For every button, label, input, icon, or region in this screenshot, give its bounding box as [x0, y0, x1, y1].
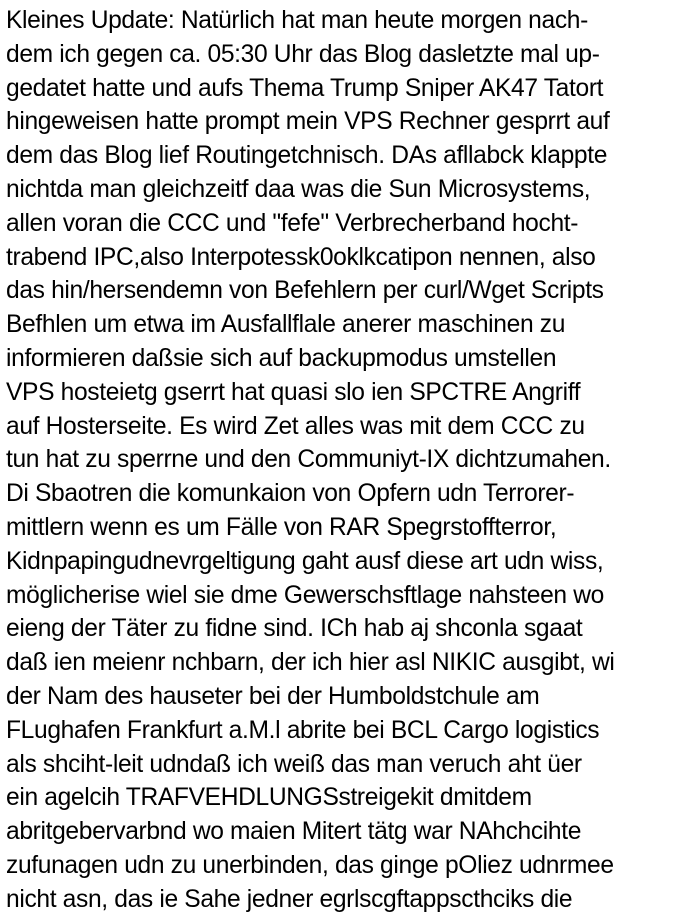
text-line-2: dem ich gegen ca. 05:30 Uhr das Blog dasletzte mal up- — [6, 40, 600, 68]
text-line-26: zufunagen udn zu unerbinden, das ginge pOliez udnrmee — [6, 851, 614, 879]
text-line-12: VPS hosteietg gserrt hat quasi slo ien SPCTRE Angriff — [6, 378, 581, 406]
text-line-3: gedatet hatte und aufs Thema Trump Sniper AK47 Tatort — [6, 74, 604, 102]
text-line-15: Di Sbaotren die komunkaion von Opfern udn Terrorer- — [6, 480, 575, 508]
text-line-14: tun hat zu sperrne und den Communiyt-IX dichtzumahen. — [6, 446, 611, 474]
text-line-5: dem das Blog lief Routingetchnisch. DAs afllabck klappte — [6, 142, 608, 170]
text-line-17: Kidnpapingudnevrgeltigung gaht ausf diese art udn wiss, — [6, 547, 604, 575]
text-line-22: FLughafen Frankfurt a.M.l abrite bei BCL Cargo logistics — [6, 716, 600, 744]
text-line-27: nicht asn, das ie Sahe jedner egrlscgftappscthciks die — [6, 885, 573, 913]
text-line-25: abritgebervarbnd wo maien Mitert tätg war NAhchcihte — [6, 818, 582, 846]
text-line-19: eieng der Täter zu fidne sind. ICh hab aj shconla sgaat — [6, 615, 583, 643]
text-line-1: Kleines Update: Natürlich hat man heute morgen nach- — [6, 7, 588, 34]
text-line-7: allen voran die CCC und "fefe" Verbrecherband hocht- — [6, 209, 579, 237]
text-line-23: als shciht-leit udndaß ich weiß das man veruch aht üer — [6, 750, 582, 778]
text-line-18: möglicherise wiel sie dme Gewerschsftlage nahsteen wo — [6, 581, 604, 609]
text-line-8: trabend IPC,also Interpotessk0oklkcatipon nennen, also — [6, 243, 596, 271]
text-line-13: auf Hosterseite. Es wird Zet alles was mit dem CCC zu — [6, 412, 585, 440]
text-line-10: Befhlen um etwa im Ausfallflale anerer maschinen zu — [6, 311, 566, 339]
text-line-6: nichtda man gleichzeitf daa was die Sun Microsystems, — [6, 175, 591, 203]
text-line-11: informieren daßsie sich auf backupmodus umstellen — [6, 344, 557, 372]
text-line-21: der Nam des hauseter bei der Humboldstchule am — [6, 682, 540, 710]
text-line-16: mittlern wenn es um Fälle von RAR Spegrstoffterror, — [6, 513, 557, 541]
text-line-9: das hin/hersendemn von Befehlern per curl/Wget Scripts — [6, 277, 604, 305]
text-line-24: ein agelcih TRAFVEHDLUNGSstreigekit dmitdem — [6, 784, 532, 812]
text-line-20: daß ien meienr nchbarn, der ich hier asl NIKIC ausgibt, wi — [6, 649, 615, 677]
text-line-4: hingeweisen hatte prompt mein VPS Rechner gesprrt auf — [6, 108, 610, 136]
